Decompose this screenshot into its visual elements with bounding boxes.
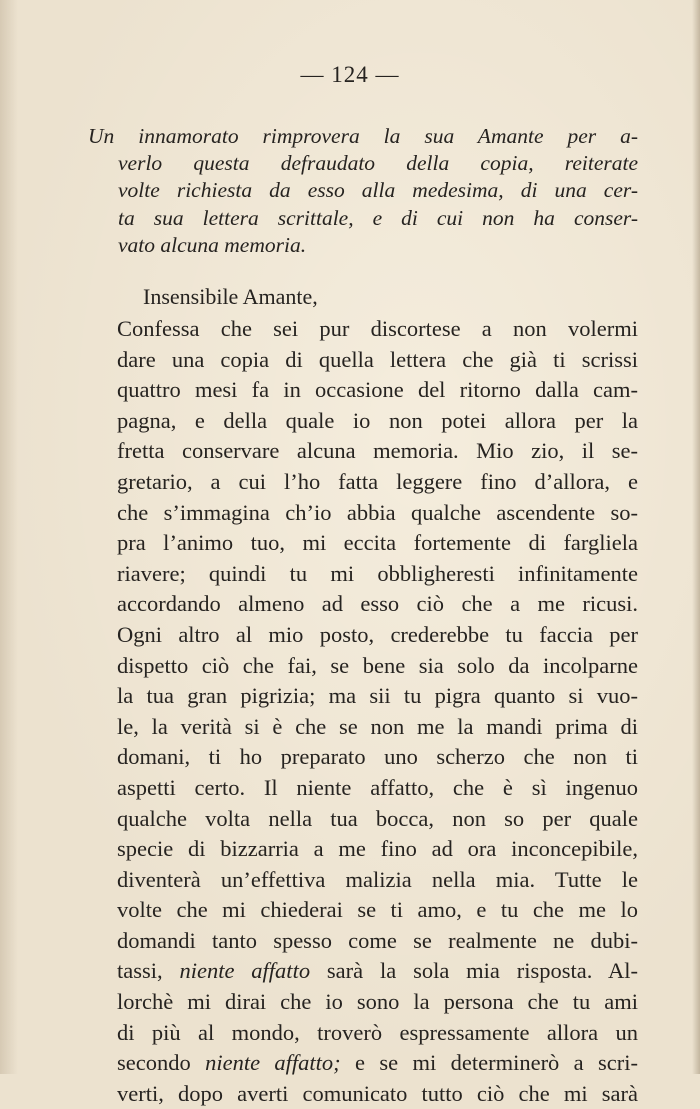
letter-heading	[88, 123, 638, 259]
body-line: che s’immagina ch’io abbia qualche ascendente so-	[117, 499, 638, 525]
body-line: pra l’animo tuo, mi eccita fortemente di fargliela	[117, 530, 638, 556]
body-line: riavere; quindi tu mi obbligheresti infinitamente	[117, 560, 638, 586]
body-line: verti, dopo averti comunicato tutto ciò che mi sarà	[117, 1080, 638, 1106]
emphasis-text: niente affatto	[179, 958, 311, 984]
heading-line: vato alcuna memoria.	[118, 232, 307, 257]
body-line: domandi tanto spesso come se realmente ne dubi-	[117, 927, 638, 953]
body-line: fretta conservare alcuna memoria. Mio zio, il se-	[117, 438, 638, 464]
body-text: e se mi determinerò a scri-	[340, 1050, 638, 1076]
body-line: domani, ti ho preparato uno scherzo che non ti	[117, 744, 638, 770]
body-line: qualche volta nella tua bocca, non so per quale	[117, 805, 638, 831]
heading-line: volte richiesta da esso alla medesima, di una cer-	[118, 178, 638, 203]
body-line-with-emphasis	[117, 1048, 638, 1079]
body-line: specie di bizzarria a me fino ad ora inconcepibile,	[117, 836, 638, 862]
body-line: gretario, a cui l’ho fatta leggere fino d’allora, e	[117, 468, 638, 494]
body-line: dispetto ciò che fai, se bene sia solo da incolparne	[117, 652, 638, 678]
emphasis-text: niente affatto;	[205, 1050, 341, 1076]
body-line: lorchè mi dirai che io sono la persona che tu ami	[117, 989, 638, 1015]
body-line: volte che mi chiederai se ti amo, e tu che me lo	[117, 897, 638, 923]
body-line: dare una copia di quella lettera che già ti scrissi	[117, 346, 638, 372]
body-line: pagna, e della quale io non potei allora per la	[117, 407, 638, 433]
body-line: quattro mesi fa in occasione del ritorno dalla cam-	[117, 377, 638, 403]
body-line: le, la verità si è che se non me la mandi prima di	[117, 713, 638, 739]
body-text: tassi,	[117, 958, 180, 984]
body-line: Ogni altro al mio posto, crederebbe tu faccia per	[117, 621, 638, 647]
body-line: diventerà un’effettiva malizia nella mia. Tutte le	[117, 866, 638, 892]
salutation: Insensibile Amante,	[143, 284, 318, 309]
heading-line: ta sua lettera scrittale, e di cui non ha conser-	[118, 205, 638, 230]
page-number: — 124 —	[300, 62, 400, 87]
heading-line: Un innamorato rimprovera la sua Amante per a-	[88, 124, 638, 148]
body-line: Confessa che sei pur discortese a non volermi	[117, 316, 638, 341]
body-line: la tua gran pigrizia; ma sii tu pigra quanto si vuo-	[117, 683, 638, 709]
body-text: secondo	[117, 1050, 206, 1076]
heading-line: verlo questa defraudato della copia, reiterate	[118, 151, 638, 176]
body-text: sarà la sola mia risposta. Al-	[310, 958, 638, 984]
body-line: accordando almeno ad esso ciò che a me ricusi.	[117, 591, 638, 617]
body-line: di più al mondo, troverò espressamente allora un	[117, 1019, 638, 1045]
page-edge-shadow	[692, 0, 700, 1074]
body-line-with-emphasis	[117, 956, 638, 987]
body-line: aspetti certo. Il niente affatto, che è sì ingenuo	[117, 774, 638, 800]
letter-body	[117, 314, 638, 1109]
